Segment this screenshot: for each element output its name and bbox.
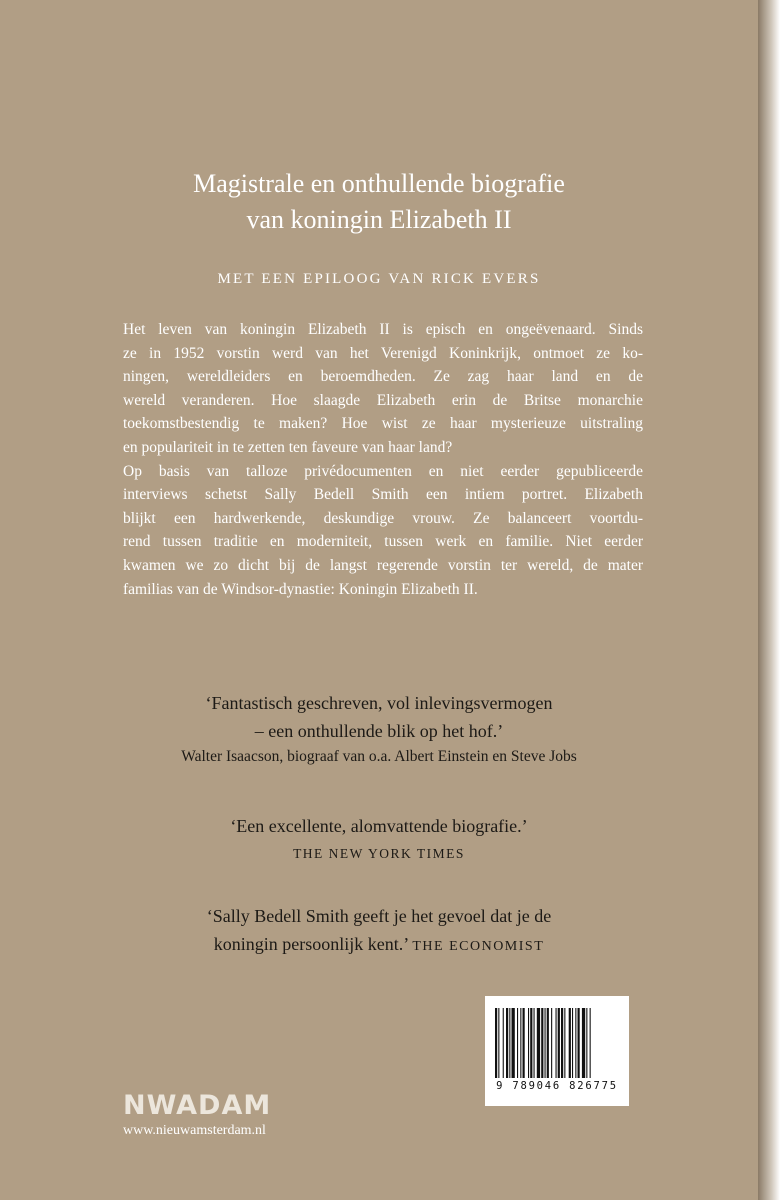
blurb-line: familias van de Windsor-dynastie: Koningin Elizabeth II. — [123, 580, 478, 598]
blurb-line: ze in 1952 vorstin werd van het Verenigd Koninkrijk, ontmoet ze ko- — [123, 344, 643, 362]
blurb-line: Het leven van koningin Elizabeth II is episch en ongeëvenaard. Sinds — [123, 321, 643, 338]
publisher-logo: NWADAM — [123, 1090, 272, 1121]
blurb-line: rend tussen traditie en moderniteit, tussen werk en familie. Niet eerder — [123, 533, 643, 551]
quote-3-line-2 — [0, 931, 758, 960]
barcode — [485, 996, 629, 1106]
blurb — [123, 318, 643, 601]
quote-1-line-1: ‘Fantastisch geschreven, vol inlevingsvermogen — [205, 693, 553, 713]
epilogue-credit: MET EEN EPILOOG VAN RICK EVERS — [217, 271, 541, 287]
quote-3-line-1: ‘Sally Bedell Smith geeft je het gevoel dat je de — [206, 906, 552, 926]
quote-1-attribution: Walter Isaacson, biograaf van o.a. Albert Einstein en Steve Jobs — [181, 748, 577, 765]
headline-line-2: van koningin Elizabeth II — [246, 205, 512, 234]
quote-2-text: ‘Een excellente, alomvattende biografie.’ — [230, 816, 528, 836]
blurb-line: en populariteit in te zetten ten faveure van haar land? — [123, 438, 453, 456]
isbn-number: 9 789046 826775 — [496, 1080, 618, 1092]
quote-3-attribution: THE ECONOMIST — [412, 939, 545, 954]
barcode-bars — [495, 1008, 619, 1078]
blurb-line: kwamen we zo dicht bij de langst regerende vorstin ter wereld, de mater — [123, 556, 643, 574]
headline-line-1: Magistrale en onthullende biografie — [193, 169, 565, 198]
quote-1-line-2: – een onthullende blik op het hof.’ — [254, 721, 504, 741]
blurb-line: blijkt een hardwerkende, deskundige vrouw. Ze balanceert voortdu- — [123, 509, 643, 527]
page-edge-shadow — [758, 0, 780, 1200]
quote-3-text: koningin persoonlijk kent.’ — [213, 934, 408, 954]
blurb-line: Op basis van talloze privédocumenten en niet eerder gepubliceerde — [123, 462, 643, 480]
blurb-line: wereld veranderen. Hoe slaagde Elizabeth erin de Britse monarchie — [123, 391, 643, 409]
blurb-line: ningen, wereldleiders en beroemdheden. Ze zag haar land en de — [123, 368, 643, 386]
blurb-line: interviews schetst Sally Bedell Smith een intiem portret. Elizabeth — [123, 486, 643, 504]
blurb-line: toekomstbestendig te maken? Hoe wist ze haar mysterieuze uitstraling — [123, 415, 643, 433]
publisher-website[interactable]: www.nieuwamsterdam.nl — [123, 1123, 266, 1138]
quote-2-attribution: THE NEW YORK TIMES — [293, 846, 465, 861]
